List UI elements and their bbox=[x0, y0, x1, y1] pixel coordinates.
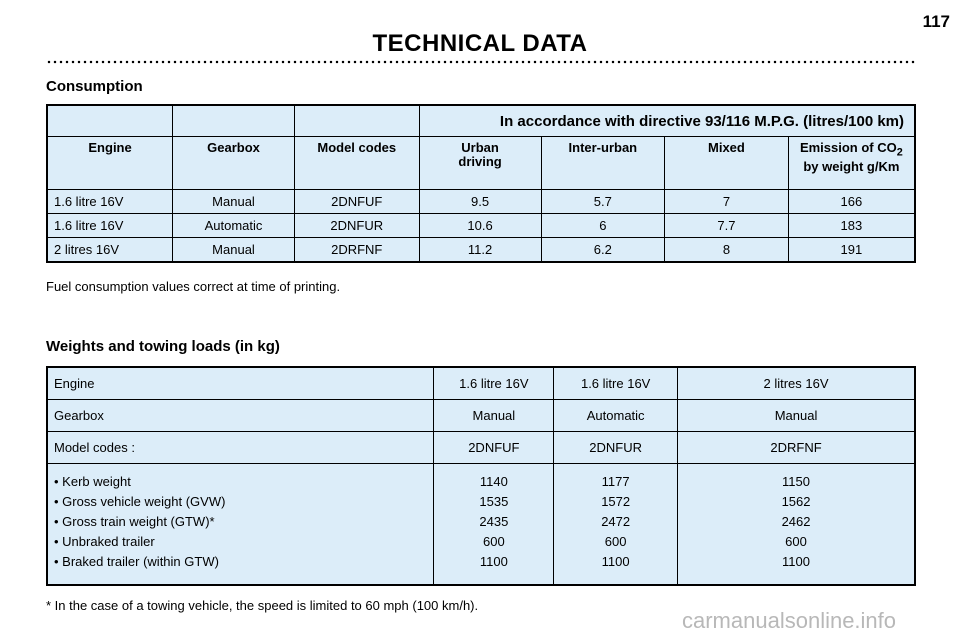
table-row bbox=[47, 367, 915, 400]
weight-value: 2462 bbox=[781, 514, 811, 529]
empty-header-cell bbox=[294, 105, 419, 137]
weight-value: 1100 bbox=[479, 554, 508, 569]
cell-emission: 166 bbox=[788, 190, 915, 214]
cell-engine: 1.6 litre 16V bbox=[47, 214, 173, 238]
emission-label: Emission of CO bbox=[799, 140, 897, 155]
col-header-mixed: Mixed bbox=[665, 137, 789, 190]
weight-value: 1562 bbox=[781, 494, 811, 509]
weights-table bbox=[46, 366, 916, 586]
cell-gearbox: Automatic bbox=[554, 400, 678, 432]
cell-urban: 11.2 bbox=[419, 238, 541, 263]
weight-value: 600 bbox=[604, 534, 627, 549]
label-engine: Engine bbox=[47, 367, 434, 400]
empty-header-cell bbox=[173, 105, 295, 137]
cell-engine: 1.6 litre 16V bbox=[434, 367, 554, 400]
cell-urban: 9.5 bbox=[419, 190, 541, 214]
table-row bbox=[47, 432, 915, 464]
col-header-model-codes: Model codes bbox=[294, 137, 419, 190]
weight-values-col-2 bbox=[554, 464, 678, 586]
weights-heading: Weights and towing loads (in kg) bbox=[46, 338, 280, 355]
label-model-codes: Model codes : bbox=[47, 432, 434, 464]
directive-header: In accordance with directive 93/116 M.P.G. (litres/100 km) bbox=[419, 105, 915, 137]
page-number: 117 bbox=[922, 12, 950, 31]
watermark: carmanualsonline.info bbox=[682, 608, 897, 633]
col-header-engine: Engine bbox=[47, 137, 173, 190]
list-item: • Gross vehicle weight (GVW) bbox=[54, 494, 226, 509]
col-header-urban: Urban driving bbox=[419, 137, 541, 190]
cell-inter-urban: 6.2 bbox=[541, 238, 665, 263]
weight-value: 2435 bbox=[479, 514, 509, 529]
weight-value: 1100 bbox=[782, 554, 811, 569]
cell-engine: 2 litres 16V bbox=[678, 367, 915, 400]
weight-values-col-1 bbox=[434, 464, 554, 586]
cell-mixed: 8 bbox=[665, 238, 789, 263]
weight-items bbox=[47, 464, 434, 586]
weight-value: 1535 bbox=[479, 494, 509, 509]
cell-gearbox: Manual bbox=[678, 400, 915, 432]
weight-value: 1150 bbox=[782, 474, 811, 489]
table-row bbox=[47, 464, 915, 586]
cell-gearbox: Manual bbox=[173, 190, 295, 214]
cell-urban: 10.6 bbox=[419, 214, 541, 238]
cell-model: 2DNFUR bbox=[294, 214, 419, 238]
col-header-emission bbox=[788, 137, 915, 190]
cell-model: 2DNFUR bbox=[554, 432, 678, 464]
towing-footnote: * In the case of a towing vehicle, the speed is limited to 60 mph (100 km/h). bbox=[46, 598, 479, 613]
cell-mixed: 7.7 bbox=[665, 214, 789, 238]
emission-unit: by weight g/Km bbox=[803, 158, 900, 174]
weight-value: 1100 bbox=[601, 554, 630, 569]
list-item: • Braked trailer (within GTW) bbox=[54, 554, 219, 569]
cell-model: 2DRFNF bbox=[678, 432, 915, 464]
cell-engine: 1.6 litre 16V bbox=[554, 367, 678, 400]
table-row bbox=[47, 238, 915, 263]
cell-model: 2DNFUF bbox=[434, 432, 554, 464]
weight-value: 600 bbox=[785, 534, 807, 549]
table-row bbox=[47, 400, 915, 432]
weight-value: 1572 bbox=[601, 494, 631, 509]
cell-model: 2DNFUF bbox=[294, 190, 419, 214]
cell-inter-urban: 6 bbox=[541, 214, 665, 238]
weight-values-col-3 bbox=[678, 464, 915, 586]
cell-inter-urban: 5.7 bbox=[541, 190, 665, 214]
table-row bbox=[47, 214, 915, 238]
col-header-inter-urban: Inter-urban bbox=[541, 137, 665, 190]
weight-value: 1177 bbox=[601, 474, 630, 489]
dotted-divider bbox=[46, 60, 916, 64]
emission-subscript: 2 bbox=[896, 146, 903, 159]
cell-emission: 183 bbox=[788, 214, 915, 238]
cell-gearbox: Automatic bbox=[173, 214, 295, 238]
list-item: • Gross train weight (GTW)* bbox=[54, 514, 215, 529]
col-header-gearbox: Gearbox bbox=[173, 137, 295, 190]
cell-gearbox: Manual bbox=[434, 400, 554, 432]
empty-header-cell bbox=[47, 105, 173, 137]
weight-value: 600 bbox=[483, 534, 505, 549]
cell-emission: 191 bbox=[788, 238, 915, 263]
consumption-table bbox=[46, 104, 916, 263]
page-title: TECHNICAL DATA bbox=[372, 30, 588, 57]
cell-model: 2DRFNF bbox=[294, 238, 419, 263]
cell-engine: 2 litres 16V bbox=[47, 238, 173, 263]
list-item: • Unbraked trailer bbox=[54, 534, 155, 549]
weight-value: 1140 bbox=[479, 474, 508, 489]
cell-engine: 1.6 litre 16V bbox=[47, 190, 173, 214]
table-row bbox=[47, 190, 915, 214]
consumption-heading: Consumption bbox=[46, 78, 143, 95]
label-gearbox: Gearbox bbox=[47, 400, 434, 432]
list-item: • Kerb weight bbox=[54, 474, 131, 489]
weight-value: 2472 bbox=[601, 514, 631, 529]
cell-gearbox: Manual bbox=[173, 238, 295, 263]
consumption-note: Fuel consumption values correct at time of printing. bbox=[46, 279, 341, 294]
cell-mixed: 7 bbox=[665, 190, 789, 214]
